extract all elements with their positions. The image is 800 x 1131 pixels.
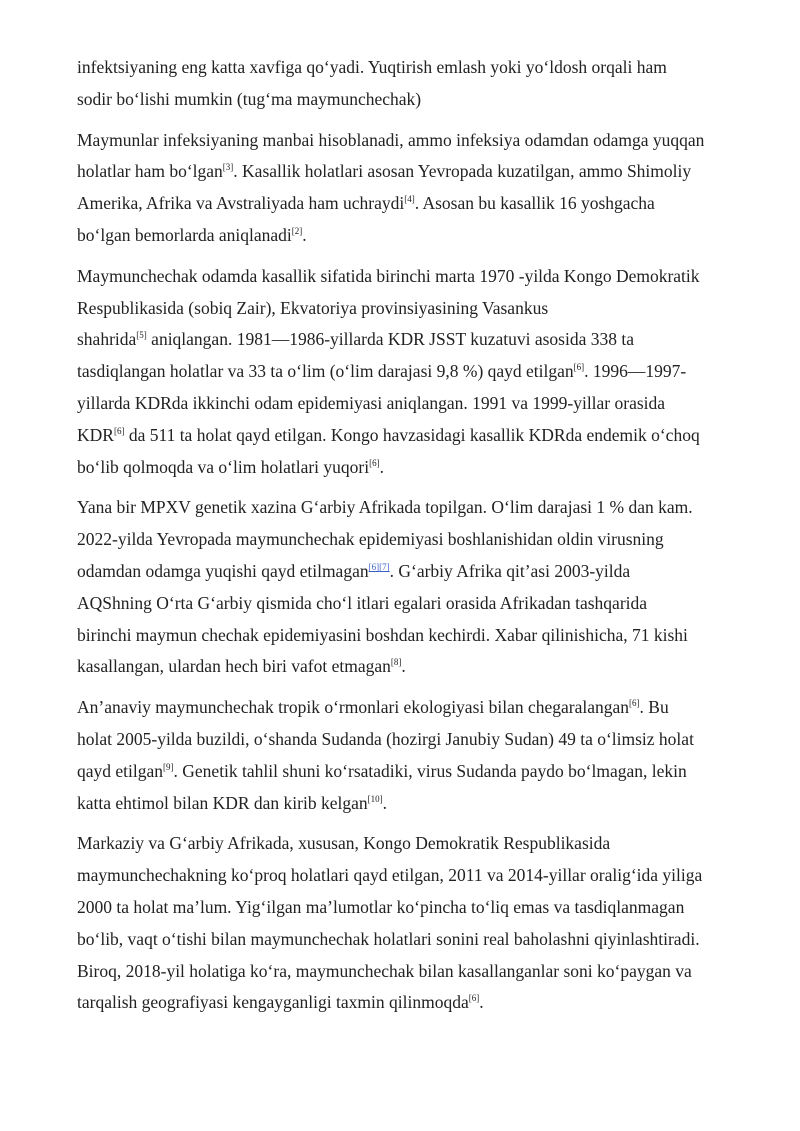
text-span: tasdiqlangan holatlar va 33 ta oʻlim (oʻlim darajasi 9,8 %) qayd etilgan [77,361,574,382]
text-span: . [401,656,406,677]
text-span: katta ehtimol bilan KDR dan kirib kelgan [77,792,368,813]
text-span: . Genetik tahlil shuni koʻrsatadiki, virus Sudanda paydo boʻlmagan, lekin [173,760,687,781]
citation-link[interactable]: [7] [379,561,390,572]
citation-ref[interactable]: [3] [222,162,234,173]
text-span: 2022-yilda Yevropada maymunchechak epidemiyasi boshlanishidan oldin virusning [77,529,664,550]
text-span: boʻlib, vaqt oʻtishi bilan maymunchechak holatlari sonini real baholashni qiyinlashtiradi. [77,928,700,949]
citation-ref[interactable]: [9] [163,761,174,772]
text-span: maymunchechakning koʻproq holatlari qayd etilgan, 2011 va 2014-yillar oraligʻida yiliga [77,865,703,886]
text-span: Yana bir MPXV genetik xazina Gʻarbiy Afrikada topilgan. Oʻlim darajasi 1 % dan kam. [77,497,693,518]
text-span: . [379,456,384,477]
paragraph-sudan [77,692,757,819]
text-span: holat 2005-yilda buzildi, oʻshanda Sudanda (hozirgi Janubiy Sudan) 49 ta oʻlimsiz holat [77,728,694,749]
text-span: Maymunlar infeksiyaning manbai hisoblanadi, ammo infeksiya odamdan odamga yuqqan [77,129,705,150]
text-span: An’anaviy maymunchechak tropik oʻrmonlari ekologiyasi bilan chegaralangan [77,697,630,718]
text-span: . Asosan bu kasallik 16 yoshgacha [414,193,655,214]
citation-ref[interactable]: [6] [629,698,640,709]
citation-ref[interactable]: [6] [573,362,585,373]
paragraph-central-africa [77,828,757,1019]
text-span: . [382,792,388,813]
text-span: yillarda KDRda ikkinchi odam epidemiyasi aniqlangan. 1991 va 1999-yillar orasida [77,392,666,413]
text-span: KDR [77,424,114,445]
citation-ref[interactable]: [8] [390,657,402,668]
text-span: birinchi maymun chechak epidemiyasini boshdan kechirdi. Xabar qilinishicha, 71 kishi [77,624,688,645]
paragraph-history [77,261,757,484]
citation-ref[interactable]: [4] [404,194,415,205]
text-span: Maymunchechak odamda kasallik sifatida birinchi marta 1970 -yilda Kongo Demokratik [77,265,700,286]
text-span: shahrida [77,329,137,350]
text-span: holatlar ham boʻlgan [77,161,223,182]
text-span: boʻlib qolmoqda va oʻlim holatlari yuqori [77,456,370,477]
citation-ref[interactable]: [2] [291,225,303,236]
text-span: boʻlgan bemorlarda aniqlanadi [77,224,292,245]
text-span: . 1996—1997- [584,361,687,382]
text-span: Markaziy va Gʻarbiy Afrikada, xususan, Kongo Demokratik Respublikasida [77,833,611,854]
text-span: Biroq, 2018-yil holatiga koʻra, maymunchechak bilan kasallanganlar soni koʻpaygan va [77,960,692,981]
text-span: tarqalish geografiyasi kengayganligi taxmin qilinmoqda [77,992,469,1013]
text-span: aniqlangan. 1981—1986-yillarda KDR JSST kuzatuvi asosida 338 ta [146,329,634,350]
citation-ref[interactable]: [10] [367,793,383,804]
text-span: Amerika, Afrika va Avstraliyada ham uchraydi [77,193,405,214]
text-span: . [302,224,307,245]
citation-ref[interactable]: [6] [113,425,125,436]
paragraph-sources [77,125,757,252]
citation-link[interactable]: [6] [368,561,380,572]
text-span: . [479,992,484,1013]
text-span: kasallangan, ulardan hech biri vafot etmagan [77,656,391,677]
text-span: . Bu [639,697,669,718]
citation-ref[interactable]: [5] [136,330,147,341]
citation-ref[interactable]: [6] [369,457,380,468]
text-span: sodir boʻlishi mumkin (tugʻma maymunchechak) [77,88,422,109]
text-span: da 511 ta holat qayd etilgan. Kongo havzasidagi kasallik KDRda endemik oʻchoq [124,424,700,445]
text-span: infektsiyaning eng katta xavfiga qoʻyadi. Yuqtirish emlash yoki yoʻldosh orqali ham [77,57,667,77]
text-span: 2000 ta holat ma’lum. Yigʻilgan ma’lumotlar koʻpincha toʻliq emas va tasdiqlanmagan [77,896,685,917]
text-span: odamdan odamga yuqishi qayd etilmagan [77,560,369,581]
text-span: . Kasallik holatlari asosan Yevropada kuzatilgan, ammo Shimoliy [233,161,692,182]
paragraph-west-africa [77,492,757,683]
text-span: AQShning Oʻrta Gʻarbiy qismida choʻl itlari egalari orasida Afrikadan tashqarida [77,592,648,613]
citation-ref[interactable]: [6] [468,993,480,1004]
paragraph-intro [77,52,757,116]
text-span: qayd etilgan [77,760,164,781]
text-span: . Gʻarbiy Afrika qit’asi 2003-yilda [389,560,631,581]
document-body [77,52,757,1028]
text-span: Respublikasida (sobiq Zair), Ekvatoriya provinsiyasining Vasankus [77,297,549,318]
